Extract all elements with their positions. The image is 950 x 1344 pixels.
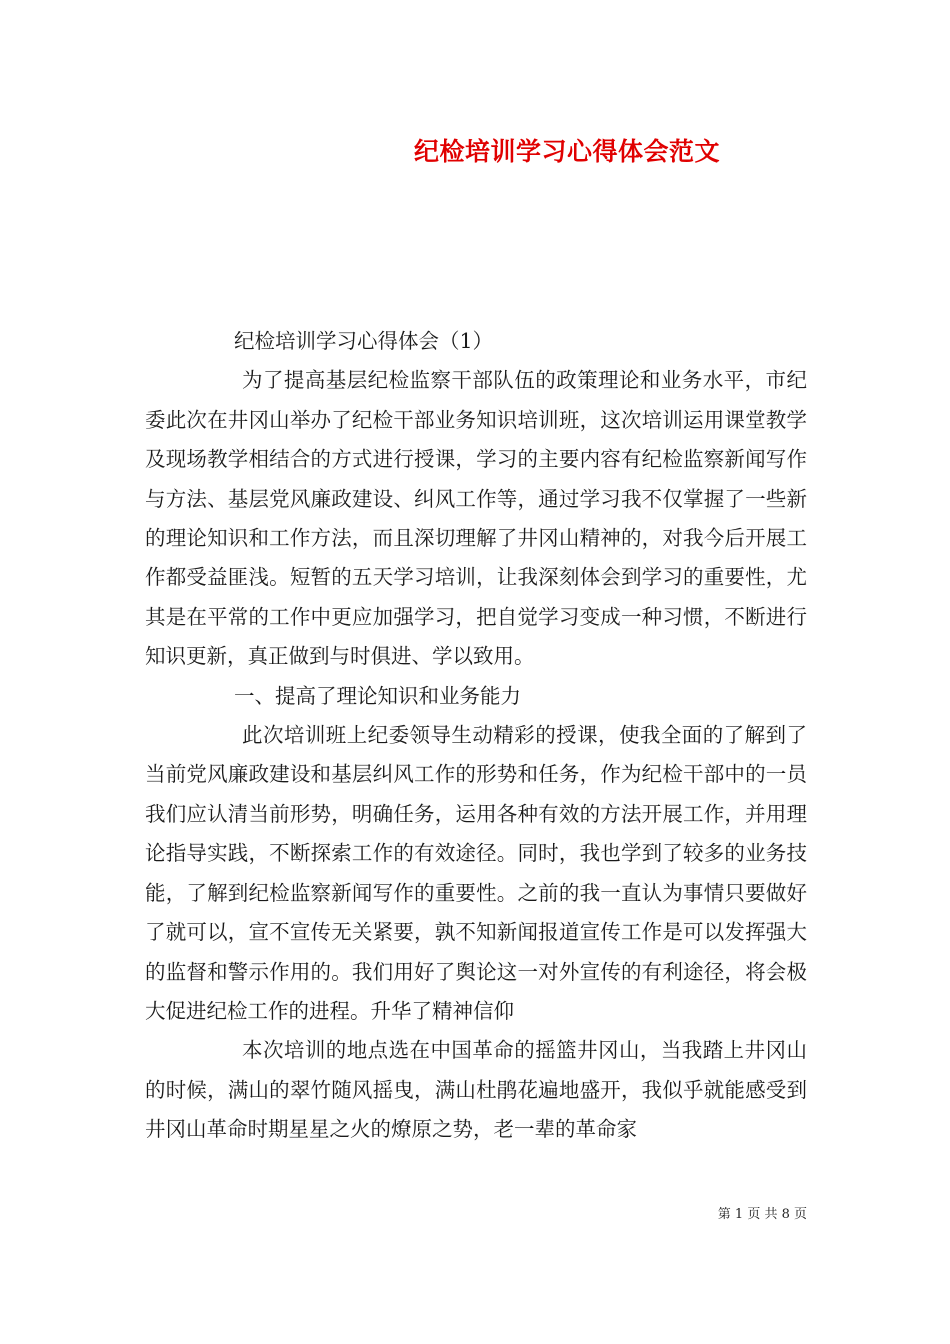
document-title: 纪检培训学习心得体会范文 bbox=[414, 137, 721, 166]
paragraph-1: 为了提高基层纪检监察干部队伍的政策理论和业务水平，市纪委此次在井冈山举办了纪检干部业务知识培训班，这次培训运用课堂教学及现场教学相结合的方式进行授课，学习的主要内容有纪检监察新闻写作与方法、基层党风廉政建设、纠风工作等，通过学习我不仅掌握了一些新的理论知识和工作方法，而且深切理解了井冈山精神的，对我今后开展工作都受益匪浅。短暂的五天学习培训，让我深刻体会到学习的重要性，尤其是在平常的工作中更应加强学习，把自觉学习变成一种习惯，不断进行知识更新，真正做到与时俱进、学以致用。 bbox=[145, 368, 807, 669]
document-body bbox=[145, 322, 807, 1150]
paragraph-3: 本次培训的地点选在中国革命的摇篮井冈山，当我踏上井冈山的时候，满山的翠竹随风摇曳，满山杜鹃花遍地盛开，我似乎就能感受到井冈山革命时期星星之火的燎原之势，老一辈的革命家 bbox=[145, 1038, 807, 1142]
subheading-1: 一、提高了理论知识和业务能力 bbox=[234, 683, 521, 708]
paragraph-2: 此次培训班上纪委领导生动精彩的授课，使我全面的了解到了当前党风廉政建设和基层纠风工作的形势和任务，作为纪检干部中的一员我们应认清当前形势，明确任务，运用各种有效的方法开展工作，并用理论指导实践，不断探索工作的有效途径。同时，我也学到了较多的业务技能，了解到纪检监察新闻写作的重要性。之前的我一直认为事情只要做好了就可以，宣不宣传无关紧要，孰不知新闻报道宣传工作是可以发挥强大的监督和警示作用的。我们用好了舆论这一对外宣传的有利途径，将会极大促进纪检工作的进程。升华了精神信仰 bbox=[145, 723, 807, 1023]
page-number-footer: 第 1 页 共 8 页 bbox=[717, 1207, 807, 1222]
section-heading: 纪检培训学习心得体会（1） bbox=[234, 329, 494, 353]
